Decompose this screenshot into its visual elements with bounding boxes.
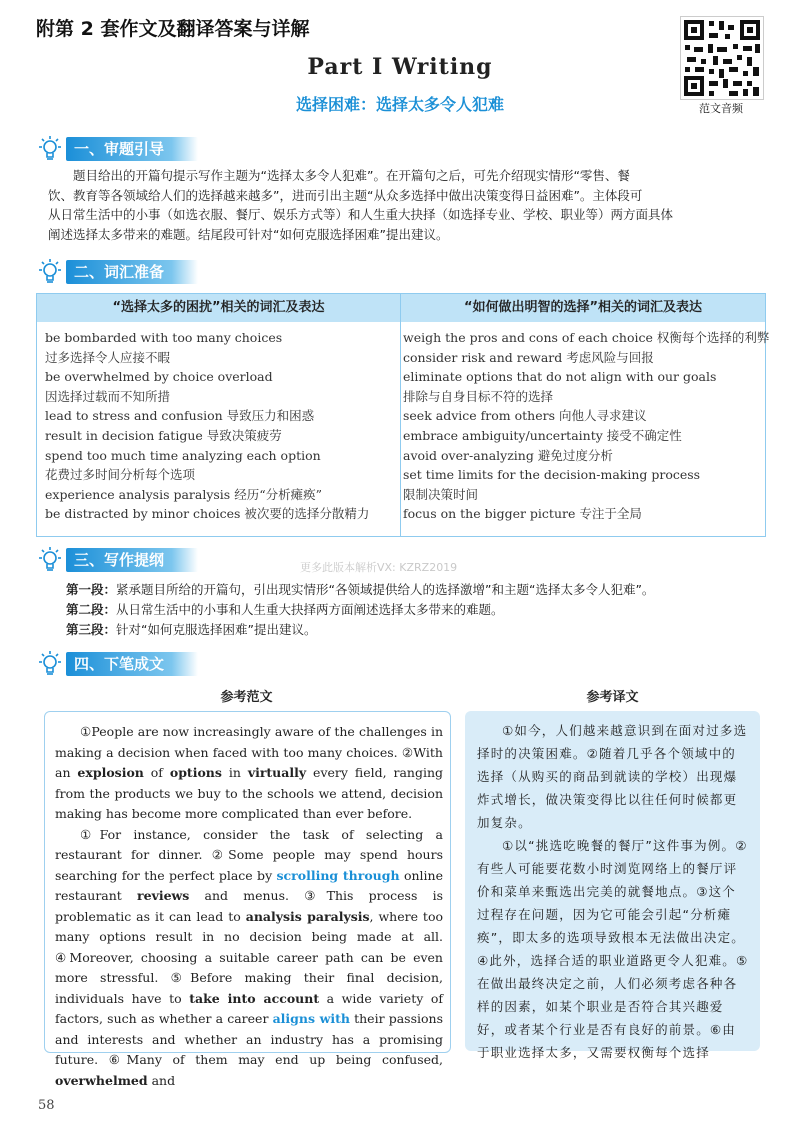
vocab-left-item: be distracted by minor choices 被次要的选择分散精力 bbox=[45, 506, 370, 522]
vocab-right-item: weigh the pros and cons of each choice 权衡每个选择的利弊 bbox=[403, 330, 770, 345]
essay-header: 参考范文 bbox=[220, 690, 273, 705]
section-label-2: 二、词汇准备 bbox=[66, 260, 198, 284]
s1-line-3: 从日常生活中的小事（如选衣服、餐厅、娱乐方式等）和人生重大抉择（如选择专业、学校、职业等）两方面具体 bbox=[48, 207, 674, 222]
outline-item-3 bbox=[66, 620, 654, 640]
essay-keyword: explosion bbox=[77, 765, 144, 780]
outline-lead: 第三段： bbox=[66, 622, 117, 637]
section-label-3: 三、写作提纲 bbox=[66, 548, 198, 572]
essay-keyword: options bbox=[169, 765, 222, 780]
vocab-left-item: result in decision fatigue 导致决策疲劳 bbox=[45, 427, 282, 443]
vocab-left-item: spend too much time analyzing each option bbox=[45, 447, 321, 463]
translation-header: 参考译文 bbox=[586, 690, 639, 705]
page-number: 58 bbox=[38, 1098, 55, 1113]
section-label-1: 一、审题引导 bbox=[66, 137, 198, 161]
outline-text: 紧承题目所给的开篇句，引出现实情形“各领域提供给人的选择激增”和主题“选择太多令人犯难”。 bbox=[116, 582, 655, 597]
section-1-text bbox=[48, 166, 764, 244]
vocab-right-item: focus on the bigger picture 专注于全局 bbox=[403, 506, 642, 522]
outline-lead: 第一段： bbox=[66, 582, 117, 597]
writing-outline bbox=[66, 580, 654, 640]
part-title: Part Ⅰ Writing bbox=[307, 54, 493, 80]
essay-run: in bbox=[221, 765, 248, 780]
s1-line-2: 饮、教育等各领域给人们的选择越来越多”，进而引出主题“从众多选择中做出决策变得日益困难”。主体段可 bbox=[48, 187, 643, 203]
lightbulb-icon bbox=[36, 258, 64, 286]
essay-text bbox=[55, 722, 443, 1091]
section-label-4: 四、下笔成文 bbox=[66, 652, 198, 676]
outline-text: 从日常生活中的小事和人生重大抉择两方面阐述选择太多带来的难题。 bbox=[116, 602, 504, 617]
essay-keyword: reviews bbox=[137, 888, 190, 903]
vocab-right-item: avoid over-analyzing 避免过度分析 bbox=[403, 447, 613, 463]
translation-paragraph-1: ①如今，人们越来越意识到在面对过多选择时的决策困难。②随着几乎各个领域中的选择（从购买的商品到就读的学校）出现爆炸式增长，做决策变得比以往任何时候都更加复杂。 bbox=[477, 723, 748, 830]
vocab-right-item: embrace ambiguity/uncertainty 接受不确定性 bbox=[403, 427, 682, 443]
outline-text: 针对“如何克服选择困难”提出建议。 bbox=[116, 622, 317, 637]
vocab-left-item: be overwhelmed by choice overload bbox=[45, 369, 273, 385]
vocab-table bbox=[36, 293, 770, 537]
essay-run: and bbox=[147, 1072, 176, 1088]
vocab-right-item: eliminate options that do not align with our goals bbox=[403, 369, 717, 385]
vocab-left-item: be bombarded with too many choices bbox=[45, 330, 283, 345]
essay-subtitle: 选择困难：选择太多令人犯难 bbox=[295, 95, 504, 114]
lightbulb-icon bbox=[36, 135, 64, 163]
section-header-3 bbox=[36, 546, 198, 574]
essay-keyword: overwhelmed bbox=[55, 1072, 148, 1088]
section-header-4 bbox=[36, 650, 198, 678]
page-header-title: 附第 2 套作文及翻译答案与详解 bbox=[36, 18, 310, 40]
essay-run: their passions and interests and whether an industry has a promising future. ⑥Many of them may end up being confused, bbox=[55, 1011, 443, 1067]
outline-item-1 bbox=[66, 580, 654, 600]
vocab-right-item: set time limits for the decision-making process bbox=[403, 467, 701, 483]
essay-run: online restaurant bbox=[55, 867, 443, 903]
translation-box bbox=[465, 711, 760, 1060]
translation-paragraph-2: ①以“挑选吃晚餐的餐厅”这件事为例。②有些人可能要花数小时浏览网络上的餐厅评价和菜单来甄选出完美的就餐地点。③这个过程存在问题，因为它可能会引起“分析瘫痪”，即太多的选项导致根本无法做出决定。④此外，选择合适的职业道路更令人犯难。⑤在做出最终决定之前，人们必须考虑各种各样的因素，如某个职业是否符合其兴趣爱好，或者某个行业是否有良好的前景。⑥由于职业选择太多，又需要权衡每个选择 bbox=[477, 838, 749, 1060]
vocab-right-list bbox=[403, 328, 769, 524]
essay-run: , where too many options result in no decision being made at all. ④Moreover, choosing a suitable career path can be even more stressful. ⑤Before making their final decision, individuals have to bbox=[55, 908, 443, 1006]
qr-label: 范文音频 bbox=[699, 102, 743, 115]
lightbulb-icon bbox=[36, 650, 64, 678]
vocab-left-item: 花费过多时间分析每个选项 bbox=[45, 467, 196, 483]
vocab-divider bbox=[400, 294, 401, 536]
essay-run: and menus. ③This process is problematic as it can lead to bbox=[55, 888, 443, 924]
essay-paragraph-1 bbox=[55, 722, 443, 825]
essay-highlight: aligns with bbox=[272, 1011, 350, 1026]
essay-run: ①For instance, consider the task of selecting a restaurant for dinner. ②Some people may spend hours searching for the perfect place by bbox=[55, 826, 443, 883]
s1-line-4: 阐述选择太多带来的难题。结尾段可针对“如何克服选择困难”提出建议。 bbox=[48, 226, 449, 242]
section-header-1 bbox=[36, 135, 198, 163]
outline-lead: 第二段： bbox=[66, 602, 117, 617]
s1-line-1: 题目给出的开篇句提示写作主题为“选择太多令人犯难”。在开篇句之后，可先介绍现实情形“零售、餐 bbox=[73, 168, 630, 183]
lightbulb-icon bbox=[36, 546, 64, 574]
outline-item-2 bbox=[66, 600, 654, 620]
essay-paragraph-2 bbox=[55, 825, 443, 1092]
translation-text bbox=[477, 719, 749, 1064]
vocab-right-item: 排除与自身目标不符的选择 bbox=[403, 388, 554, 404]
vocab-left-item: 因选择过载而不知所措 bbox=[45, 388, 171, 404]
vocab-right-item: seek advice from others 向他人寻求建议 bbox=[403, 408, 647, 424]
vocab-left-item: 过多选择令人应接不暇 bbox=[45, 349, 171, 365]
essay-run: ①People are now increasingly aware of the challenges in making a decision when faced with too many choices. ②With an bbox=[55, 724, 443, 780]
vocab-left-list bbox=[45, 328, 369, 524]
essay-run: a wide variety of factors, such as whether a career bbox=[55, 990, 443, 1026]
section-header-2 bbox=[36, 258, 198, 286]
essay-keyword: analysis paralysis bbox=[245, 908, 370, 924]
vocab-right-item: consider risk and reward 考虑风险与回报 bbox=[403, 349, 654, 365]
vocab-left-item: experience analysis paralysis 经历“分析瘫痪” bbox=[45, 486, 322, 502]
watermark: 更多此版本解析VX: KZRZ2019 bbox=[300, 561, 458, 574]
vocab-right-header: “如何做出明智的选择”相关的词汇及表达 bbox=[401, 294, 765, 322]
essay-run: of bbox=[143, 765, 170, 780]
vocab-right-item: 限制决策时间 bbox=[403, 486, 479, 502]
vocab-left-item: lead to stress and confusion 导致压力和困惑 bbox=[45, 408, 315, 424]
vocab-left-header: “选择太多的困扰”相关的词汇及表达 bbox=[37, 294, 400, 322]
essay-keyword: take into account bbox=[189, 990, 320, 1006]
essay-run: every field, ranging from the products we buy to the schools we attend, decision making has become more complicated than ever before. bbox=[55, 765, 443, 821]
essay-keyword: virtually bbox=[247, 765, 307, 780]
essay-highlight: scrolling through bbox=[276, 867, 400, 883]
essay-box bbox=[44, 711, 451, 1088]
